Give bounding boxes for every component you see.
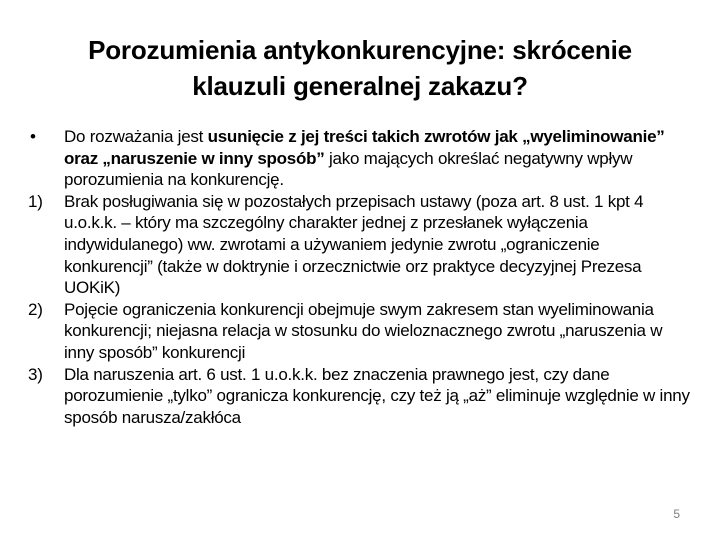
- item-text-3: Dla naruszenia art. 6 ust. 1 u.o.k.k. bez znaczenia prawnego jest, czy dane porozumienie „tylko” ogranicza konkurencję, czy też ją „aż” eliminuje względnie w inny sposób narusza/zakłóca: [64, 364, 690, 427]
- numbered-item-1: [28, 191, 692, 299]
- numbered-item-2: [28, 299, 692, 364]
- item-marker-3: 3): [28, 364, 43, 384]
- bullet-marker: •: [30, 127, 36, 146]
- item-text-2: Pojęcie ograniczenia konkurencji obejmuje swym zakresem stan wyeliminowania konkurencji; niejasna relacja w stosunku do wieloznacznego zwrotu „naruszenia w inny sposób” konkurencji: [64, 299, 663, 362]
- numbered-item-3: [28, 364, 692, 429]
- item-marker-1: 1): [28, 191, 43, 211]
- item-text-1: Brak posługiwania się w pozostałych przepisach ustawy (poza art. 8 ust. 1 kpt 4 u.o.k.k. – który ma szczególny charakter jednej z przesłanek wyłączenia indywidulanego) ww. zwrotami a używaniem jedynie zwrotu „ograniczenie konkurencji” (także w doktrynie i orzecznictwie orz praktyce decyzyjnej Prezesa UOKiK): [64, 191, 644, 298]
- slide-title: Porozumienia antykonkurencyjne: skrócenie klauzuli generalnej zakazu?: [88, 35, 632, 101]
- item-marker-2: 2): [28, 299, 43, 319]
- slide-body: [28, 126, 692, 428]
- slide-number: 5: [673, 507, 680, 521]
- bullet-text-before: Do rozważania jest: [64, 127, 208, 146]
- bullet-item: [28, 126, 692, 191]
- bullet-text-after: jako mających określać negatywny wpływ porozumienia na konkurencję.: [64, 148, 633, 190]
- bullet-text-bold: usunięcie z jej treści takich zwrotów jak „wyeliminowanie” oraz „naruszenie w inny sposób”: [64, 127, 665, 168]
